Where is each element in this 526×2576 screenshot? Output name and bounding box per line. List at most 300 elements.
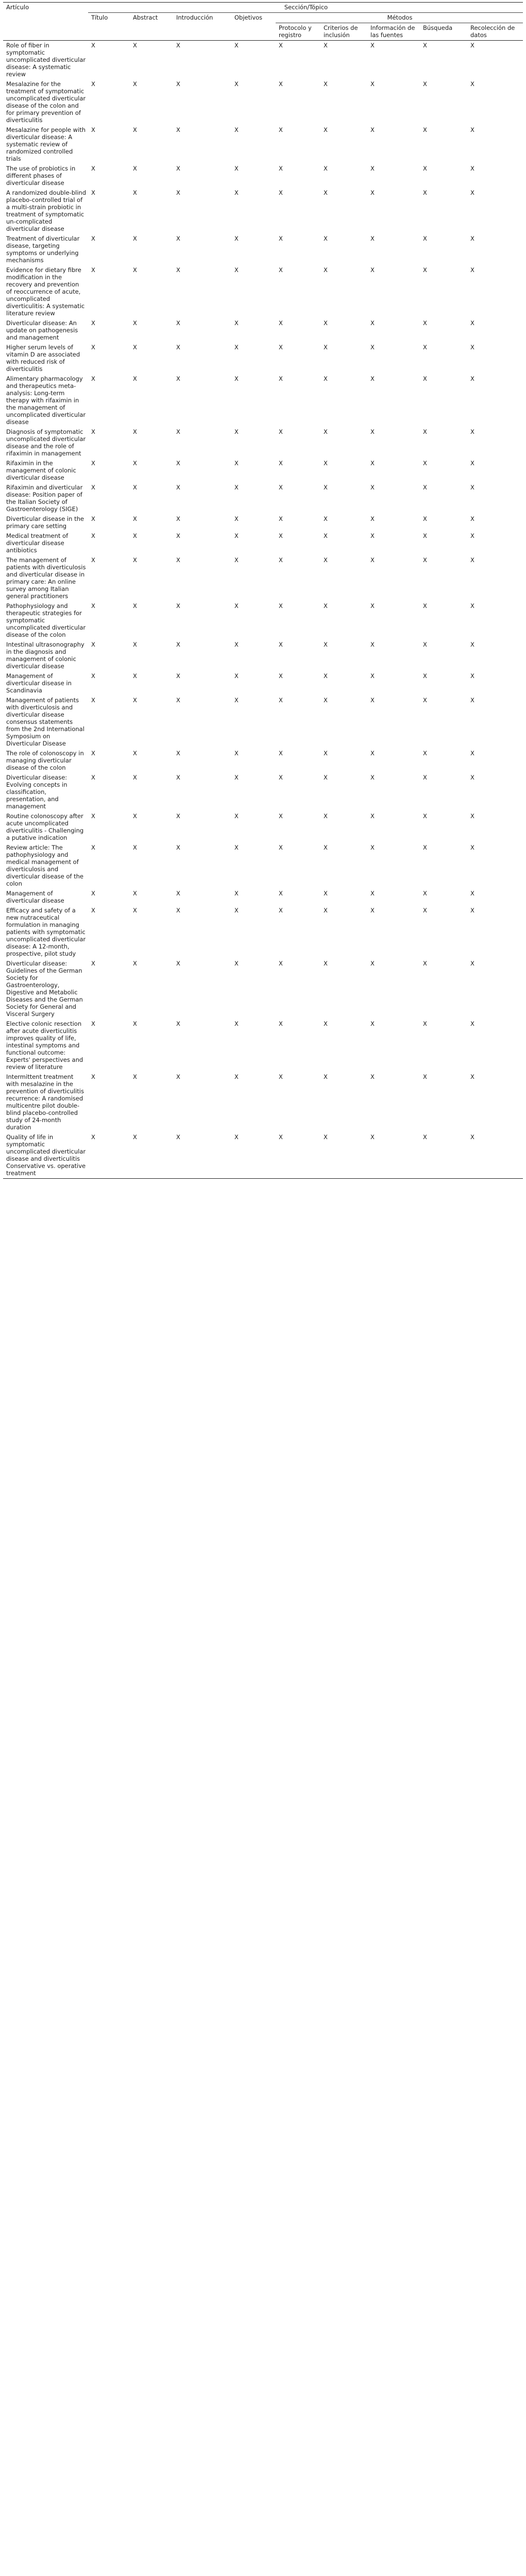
checklist-mark-cell: X xyxy=(176,42,180,49)
checklist-mark-cell: X xyxy=(133,189,137,196)
table-row xyxy=(3,79,523,125)
checklist-mark-cell: X xyxy=(370,672,375,680)
checklist-mark-cell: X xyxy=(91,235,95,242)
checklist-mark-cell: X xyxy=(234,428,239,435)
column-header-objetivos: Objetivos xyxy=(234,14,263,21)
table-row xyxy=(3,125,523,164)
article-title-cell: The management of patients with diverticulosis and diverticular disease in primary care: An online survey among Italian general practitioners xyxy=(6,556,86,600)
checklist-mark-cell: X xyxy=(324,460,328,467)
checklist-mark-cell: X xyxy=(176,556,180,564)
checklist-mark-cell: X xyxy=(88,1132,130,1179)
checklist-mark-cell: X xyxy=(423,602,427,609)
checklist-mark-cell: X xyxy=(176,319,180,327)
checklist-mark-cell: X xyxy=(234,532,239,539)
checklist-mark-cell: X xyxy=(91,344,95,351)
page xyxy=(0,0,526,1179)
checklist-mark-cell: X xyxy=(91,165,95,172)
checklist-mark-cell: X xyxy=(370,812,375,820)
checklist-mark-cell: X xyxy=(470,515,474,522)
checklist-mark-cell: X xyxy=(133,812,137,820)
checklist-mark-cell: X xyxy=(423,812,427,820)
checklist-mark-cell: X xyxy=(133,844,137,851)
article-title-cell: Diverticular disease in the primary care setting xyxy=(6,515,84,530)
checklist-mark-cell: X xyxy=(176,428,180,435)
checklist-mark-cell: X xyxy=(370,515,375,522)
checklist-mark-cell: X xyxy=(234,165,239,172)
column-header-abstract: Abstract xyxy=(133,14,158,21)
checklist-mark-cell: X xyxy=(324,890,328,897)
checklist-mark-cell: X xyxy=(133,890,137,897)
column-group-seccion-topico: Sección/Tópico xyxy=(88,3,523,13)
column-header-fuentes: Información de las fuentes xyxy=(370,24,415,39)
checklist-mark-cell: X xyxy=(470,844,474,851)
checklist-mark-cell: X xyxy=(176,641,180,648)
checklist-mark-cell: X xyxy=(234,375,239,382)
checklist-mark-cell: X xyxy=(324,556,328,564)
checklist-mark-cell: X xyxy=(133,602,137,609)
article-title-cell: Routine colonoscopy after acute uncomplicated diverticulitis - Challenging a putative indication xyxy=(6,812,84,841)
checklist-mark-cell: X xyxy=(279,80,283,88)
checklist-mark-cell: X xyxy=(324,641,328,648)
checklist-mark-cell: X xyxy=(370,556,375,564)
checklist-mark-cell: X xyxy=(324,1073,328,1080)
checklist-mark-cell: X xyxy=(423,344,427,351)
checklist-mark-cell: X xyxy=(470,1020,474,1027)
article-title-cell: Elective colonic resection after acute diverticulitis improves quality of life, intestinal symptoms and functional outcome: Experts' perspectives and review of literature xyxy=(6,1020,83,1071)
checklist-mark-cell: X xyxy=(130,1132,173,1179)
prisma-checklist-table xyxy=(3,2,523,1179)
checklist-mark-cell: X xyxy=(276,1132,320,1179)
checklist-mark-cell: X xyxy=(370,750,375,757)
checklist-mark-cell: X xyxy=(133,672,137,680)
checklist-mark-cell: X xyxy=(370,235,375,242)
checklist-mark-cell: X xyxy=(423,235,427,242)
checklist-mark-cell: X xyxy=(279,235,283,242)
column-header-busqueda: Búsqueda xyxy=(423,24,453,31)
article-title-cell: Mesalazine for people with diverticular disease: A systematic review of randomized controlled trials xyxy=(6,126,86,162)
checklist-mark-cell: X xyxy=(279,42,283,49)
checklist-mark-cell: X xyxy=(370,1020,375,1027)
checklist-mark-cell: X xyxy=(279,812,283,820)
checklist-mark-cell: X xyxy=(234,266,239,274)
checklist-mark-cell: X xyxy=(176,672,180,680)
checklist-mark-cell: X xyxy=(234,641,239,648)
checklist-mark-cell: X xyxy=(423,960,427,967)
table-row xyxy=(3,343,523,374)
checklist-mark-cell: X xyxy=(279,165,283,172)
checklist-mark-cell: X xyxy=(176,697,180,704)
checklist-mark-cell: X xyxy=(470,375,474,382)
checklist-mark-cell: X xyxy=(91,189,95,196)
checklist-mark-cell: X xyxy=(370,1073,375,1080)
checklist-mark-cell: X xyxy=(470,532,474,539)
column-header-articulo: Artículo xyxy=(3,3,88,41)
table-row xyxy=(3,318,523,343)
checklist-mark-cell: X xyxy=(370,80,375,88)
checklist-mark-cell: X xyxy=(470,907,474,914)
checklist-mark-cell: X xyxy=(423,266,427,274)
checklist-mark-cell: X xyxy=(234,344,239,351)
checklist-mark-cell: X xyxy=(470,774,474,781)
article-title-cell: Evidence for dietary fibre modification in the recovery and prevention of reoccurrence of acute, uncomplicated diverticulitis: A systematic literature review xyxy=(6,266,85,317)
checklist-mark-cell: X xyxy=(176,532,180,539)
checklist-mark-cell: X xyxy=(423,641,427,648)
checklist-mark-cell: X xyxy=(176,774,180,781)
checklist-mark-cell: X xyxy=(234,556,239,564)
table-row xyxy=(3,514,523,531)
article-title-cell: Diagnosis of symptomatic uncomplicated diverticular disease and the role of rifaximin in management xyxy=(6,428,86,457)
checklist-mark-cell: X xyxy=(324,697,328,704)
article-title-cell: Treatment of diverticular disease, targeting symptoms or underlying mechanisms xyxy=(6,235,80,264)
checklist-mark-cell: X xyxy=(279,890,283,897)
table-row xyxy=(3,843,523,889)
checklist-mark-cell: X xyxy=(91,484,95,491)
checklist-mark-cell: X xyxy=(324,515,328,522)
article-title-cell: Medical treatment of diverticular disease antibiotics xyxy=(6,532,69,554)
checklist-mark-cell: X xyxy=(423,844,427,851)
checklist-mark-cell: X xyxy=(470,126,474,133)
checklist-mark-cell: X xyxy=(279,484,283,491)
checklist-mark-cell: X xyxy=(133,774,137,781)
article-title-cell: The role of colonoscopy in managing diverticular disease of the colon xyxy=(6,750,84,771)
checklist-mark-cell: X xyxy=(91,1020,95,1027)
article-title-cell: Rifaximin in the management of colonic diverticular disease xyxy=(6,460,76,481)
checklist-mark-cell: X xyxy=(367,1132,420,1179)
checklist-mark-cell: X xyxy=(370,907,375,914)
checklist-mark-cell: X xyxy=(91,556,95,564)
checklist-mark-cell: X xyxy=(470,812,474,820)
article-title-cell: Intermittent treatment with mesalazine in the prevention of diverticulitis recurrence: A randomised multicentre pilot double-blind placebo-controlled study of 24-month duration xyxy=(6,1073,84,1131)
checklist-mark-cell: X xyxy=(324,344,328,351)
checklist-mark-cell: X xyxy=(470,165,474,172)
checklist-mark-cell: X xyxy=(470,80,474,88)
checklist-mark-cell: X xyxy=(279,774,283,781)
checklist-mark-cell: X xyxy=(370,428,375,435)
checklist-mark-cell: X xyxy=(133,532,137,539)
checklist-mark-cell: X xyxy=(324,126,328,133)
checklist-mark-cell: X xyxy=(279,266,283,274)
article-title-cell: Management of diverticular disease in Scandinavia xyxy=(6,672,72,694)
checklist-mark-cell: X xyxy=(423,319,427,327)
checklist-mark-cell: X xyxy=(370,42,375,49)
checklist-mark-cell: X xyxy=(470,890,474,897)
checklist-mark-cell: X xyxy=(234,80,239,88)
article-title-cell: Efficacy and safety of a new nutraceutical formulation in managing patients with symptomatic uncomplicated diverticular disease: A 12-month, prospective, pilot study xyxy=(6,907,86,957)
checklist-mark-cell: X xyxy=(370,126,375,133)
checklist-mark-cell: X xyxy=(133,319,137,327)
checklist-mark-cell: X xyxy=(324,844,328,851)
checklist-mark-cell: X xyxy=(470,235,474,242)
checklist-mark-cell: X xyxy=(176,602,180,609)
checklist-mark-cell: X xyxy=(470,641,474,648)
checklist-mark-cell: X xyxy=(176,344,180,351)
column-header-recoleccion: Recolección de datos xyxy=(470,24,515,39)
checklist-mark-cell: X xyxy=(234,697,239,704)
checklist-mark-cell: X xyxy=(91,602,95,609)
column-header-introduccion: Introducción xyxy=(176,14,213,21)
checklist-mark-cell: X xyxy=(324,375,328,382)
checklist-mark-cell: X xyxy=(370,460,375,467)
checklist-mark-cell: X xyxy=(423,774,427,781)
article-title-cell: Rifaximin and diverticular disease: Position paper of the Italian Society of Gastroenterology (SIGE) xyxy=(6,484,83,513)
checklist-mark-cell: X xyxy=(370,189,375,196)
checklist-mark-cell: X xyxy=(133,165,137,172)
article-title-cell: Higher serum levels of vitamin D are associated with reduced risk of diverticulitis xyxy=(6,344,80,372)
checklist-mark-cell: X xyxy=(279,126,283,133)
checklist-mark-cell: X xyxy=(133,235,137,242)
checklist-mark-cell: X xyxy=(370,697,375,704)
checklist-mark-cell: X xyxy=(370,641,375,648)
article-title-cell: Mesalazine for the treatment of symptomatic uncomplicated diverticular disease of the colon and for primary prevention of diverticulitis xyxy=(6,80,86,124)
checklist-mark-cell: X xyxy=(234,319,239,327)
checklist-mark-cell: X xyxy=(133,1073,137,1080)
checklist-mark-cell: X xyxy=(279,532,283,539)
checklist-mark-cell: X xyxy=(176,844,180,851)
checklist-mark-cell: X xyxy=(133,960,137,967)
checklist-mark-cell: X xyxy=(370,602,375,609)
checklist-mark-cell: X xyxy=(133,126,137,133)
checklist-mark-cell: X xyxy=(470,42,474,49)
checklist-mark-cell: X xyxy=(91,672,95,680)
checklist-mark-cell: X xyxy=(470,428,474,435)
table-row xyxy=(3,374,523,427)
checklist-mark-cell: X xyxy=(370,774,375,781)
checklist-mark-cell: X xyxy=(91,375,95,382)
article-title-cell: Role of fiber in symptomatic uncomplicated diverticular disease: A systematic review xyxy=(6,42,86,78)
checklist-mark-cell: X xyxy=(279,344,283,351)
checklist-mark-cell: X xyxy=(91,80,95,88)
checklist-mark-cell: X xyxy=(324,266,328,274)
checklist-mark-cell: X xyxy=(234,484,239,491)
table-row xyxy=(3,1019,523,1072)
table-row xyxy=(3,749,523,773)
checklist-mark-cell: X xyxy=(370,165,375,172)
checklist-mark-cell: X xyxy=(423,515,427,522)
checklist-mark-cell: X xyxy=(234,750,239,757)
checklist-mark-cell: X xyxy=(279,189,283,196)
checklist-mark-cell: X xyxy=(91,266,95,274)
checklist-mark-cell: X xyxy=(234,1073,239,1080)
table-row xyxy=(3,811,523,843)
checklist-mark-cell: X xyxy=(423,532,427,539)
table-row xyxy=(3,640,523,671)
table-row xyxy=(3,427,523,459)
table-row xyxy=(3,906,523,959)
checklist-mark-cell: X xyxy=(133,750,137,757)
checklist-mark-cell: X xyxy=(470,266,474,274)
checklist-mark-cell: X xyxy=(234,515,239,522)
article-title-cell: Quality of life in symptomatic uncomplicated diverticular disease and diverticulitis Conservative vs. operative treatment xyxy=(3,1132,88,1179)
checklist-mark-cell: X xyxy=(370,375,375,382)
article-title-cell: Diverticular disease: Guidelines of the German Society for Gastroenterology, Digestive and Metabolic Diseases and the German Society for General and Visceral Surgery xyxy=(6,960,83,1018)
checklist-mark-cell: X xyxy=(234,126,239,133)
checklist-mark-cell: X xyxy=(420,1132,467,1179)
checklist-mark-cell: X xyxy=(176,375,180,382)
checklist-mark-cell: X xyxy=(279,602,283,609)
checklist-mark-cell: X xyxy=(133,344,137,351)
checklist-mark-cell: X xyxy=(324,484,328,491)
checklist-mark-cell: X xyxy=(91,907,95,914)
article-title-cell: Intestinal ultrasonography in the diagnosis and management of colonic diverticular disease xyxy=(6,641,84,670)
checklist-mark-cell: X xyxy=(423,428,427,435)
checklist-mark-cell: X xyxy=(176,235,180,242)
checklist-mark-cell: X xyxy=(324,774,328,781)
checklist-mark-cell: X xyxy=(423,165,427,172)
column-group-metodos: Métodos xyxy=(276,13,523,23)
checklist-mark-cell: X xyxy=(133,266,137,274)
checklist-mark-cell: X xyxy=(91,697,95,704)
checklist-mark-cell: X xyxy=(423,672,427,680)
checklist-mark-cell: X xyxy=(176,960,180,967)
checklist-mark-cell: X xyxy=(470,697,474,704)
checklist-mark-cell: X xyxy=(423,556,427,564)
checklist-mark-cell: X xyxy=(279,750,283,757)
checklist-mark-cell: X xyxy=(423,189,427,196)
checklist-mark-cell: X xyxy=(234,235,239,242)
checklist-mark-cell: X xyxy=(320,1132,367,1179)
checklist-mark-cell: X xyxy=(423,1073,427,1080)
checklist-mark-cell: X xyxy=(370,890,375,897)
table-header xyxy=(3,3,523,41)
checklist-mark-cell: X xyxy=(234,960,239,967)
checklist-mark-cell: X xyxy=(423,907,427,914)
checklist-mark-cell: X xyxy=(279,960,283,967)
checklist-mark-cell: X xyxy=(470,189,474,196)
checklist-mark-cell: X xyxy=(176,812,180,820)
checklist-mark-cell: X xyxy=(370,532,375,539)
checklist-mark-cell: X xyxy=(470,556,474,564)
article-title-cell: Review article: The pathophysiology and medical management of diverticulosis and diverticular disease of the colon xyxy=(6,844,83,887)
checklist-mark-cell: X xyxy=(279,1020,283,1027)
checklist-mark-cell: X xyxy=(423,126,427,133)
checklist-mark-cell: X xyxy=(91,890,95,897)
column-header-titulo: Título xyxy=(91,14,108,21)
checklist-mark-cell: X xyxy=(176,890,180,897)
checklist-mark-cell: X xyxy=(133,80,137,88)
checklist-mark-cell: X xyxy=(370,266,375,274)
checklist-mark-cell: X xyxy=(423,890,427,897)
checklist-mark-cell: X xyxy=(91,460,95,467)
checklist-mark-cell: X xyxy=(176,266,180,274)
checklist-mark-cell: X xyxy=(423,697,427,704)
checklist-mark-cell: X xyxy=(133,907,137,914)
checklist-mark-cell: X xyxy=(279,641,283,648)
checklist-mark-cell: X xyxy=(234,602,239,609)
checklist-mark-cell: X xyxy=(467,1132,523,1179)
checklist-mark-cell: X xyxy=(324,319,328,327)
checklist-mark-cell: X xyxy=(234,1020,239,1027)
checklist-mark-cell: X xyxy=(176,750,180,757)
article-title-cell: Diverticular disease: Evolving concepts in classification, presentation, and management xyxy=(6,774,67,810)
checklist-mark-cell: X xyxy=(91,844,95,851)
checklist-mark-cell: X xyxy=(176,126,180,133)
checklist-mark-cell: X xyxy=(91,774,95,781)
checklist-mark-cell: X xyxy=(279,844,283,851)
article-title-cell: A randomized double-blind placebo-controlled trial of a multi-strain probiotic in treatment of symptomatic un-complicated diverticular disease xyxy=(6,189,87,232)
checklist-mark-cell: X xyxy=(324,235,328,242)
checklist-mark-cell: X xyxy=(279,375,283,382)
checklist-mark-cell: X xyxy=(173,1132,231,1179)
checklist-mark-cell: X xyxy=(176,907,180,914)
checklist-mark-cell: X xyxy=(234,774,239,781)
checklist-mark-cell: X xyxy=(470,460,474,467)
checklist-mark-cell: X xyxy=(133,42,137,49)
checklist-mark-cell: X xyxy=(324,189,328,196)
table-row xyxy=(3,959,523,1019)
checklist-mark-cell: X xyxy=(470,344,474,351)
checklist-mark-cell: X xyxy=(423,484,427,491)
checklist-mark-cell: X xyxy=(176,165,180,172)
column-header-protocolo: Protocolo y registro xyxy=(279,24,312,39)
checklist-mark-cell: X xyxy=(176,80,180,88)
table-row xyxy=(3,188,523,234)
column-header-criterios: Criterios de inclusión xyxy=(324,24,358,39)
checklist-mark-cell: X xyxy=(324,80,328,88)
checklist-mark-cell: X xyxy=(470,484,474,491)
table-row xyxy=(3,265,523,318)
checklist-mark-cell: X xyxy=(234,189,239,196)
table-row xyxy=(3,555,523,601)
table-row xyxy=(3,41,523,80)
checklist-mark-cell: X xyxy=(234,42,239,49)
checklist-mark-cell: X xyxy=(279,515,283,522)
checklist-mark-cell: X xyxy=(279,672,283,680)
article-title-cell: Pathophysiology and therapeutic strategies for symptomatic uncomplicated diverticular disease of the colon xyxy=(6,602,86,638)
checklist-mark-cell: X xyxy=(423,750,427,757)
table-row xyxy=(3,671,523,696)
checklist-mark-cell: X xyxy=(133,697,137,704)
article-title-cell: Alimentary pharmacology and therapeutics meta-analysis: Long-term therapy with rifaximin in the management of uncomplicated diverticular disease xyxy=(6,375,86,426)
checklist-mark-cell: X xyxy=(91,960,95,967)
checklist-mark-cell: X xyxy=(279,697,283,704)
table-row xyxy=(3,1132,523,1179)
checklist-mark-cell: X xyxy=(176,484,180,491)
checklist-mark-cell: X xyxy=(279,319,283,327)
table-row xyxy=(3,696,523,749)
checklist-mark-cell: X xyxy=(423,375,427,382)
checklist-mark-cell: X xyxy=(91,1073,95,1080)
checklist-mark-cell: X xyxy=(324,532,328,539)
checklist-mark-cell: X xyxy=(324,165,328,172)
checklist-mark-cell: X xyxy=(91,126,95,133)
checklist-mark-cell: X xyxy=(176,189,180,196)
checklist-mark-cell: X xyxy=(133,556,137,564)
checklist-mark-cell: X xyxy=(231,1132,276,1179)
table-body xyxy=(3,41,523,1179)
checklist-mark-cell: X xyxy=(370,484,375,491)
table-row xyxy=(3,164,523,188)
table-row xyxy=(3,234,523,265)
checklist-mark-cell: X xyxy=(370,960,375,967)
checklist-mark-cell: X xyxy=(470,1073,474,1080)
checklist-mark-cell: X xyxy=(423,460,427,467)
checklist-mark-cell: X xyxy=(234,907,239,914)
checklist-mark-cell: X xyxy=(176,1020,180,1027)
checklist-mark-cell: X xyxy=(279,907,283,914)
article-title-cell: Diverticular disease: An update on pathogenesis and management xyxy=(6,319,78,341)
table-row xyxy=(3,773,523,811)
checklist-mark-cell: X xyxy=(324,907,328,914)
checklist-mark-cell: X xyxy=(91,319,95,327)
checklist-mark-cell: X xyxy=(176,1073,180,1080)
checklist-mark-cell: X xyxy=(279,428,283,435)
article-title-cell: Management of diverticular disease xyxy=(6,890,64,904)
checklist-mark-cell: X xyxy=(279,556,283,564)
checklist-mark-cell: X xyxy=(133,460,137,467)
checklist-mark-cell: X xyxy=(370,319,375,327)
checklist-mark-cell: X xyxy=(324,960,328,967)
checklist-mark-cell: X xyxy=(133,375,137,382)
